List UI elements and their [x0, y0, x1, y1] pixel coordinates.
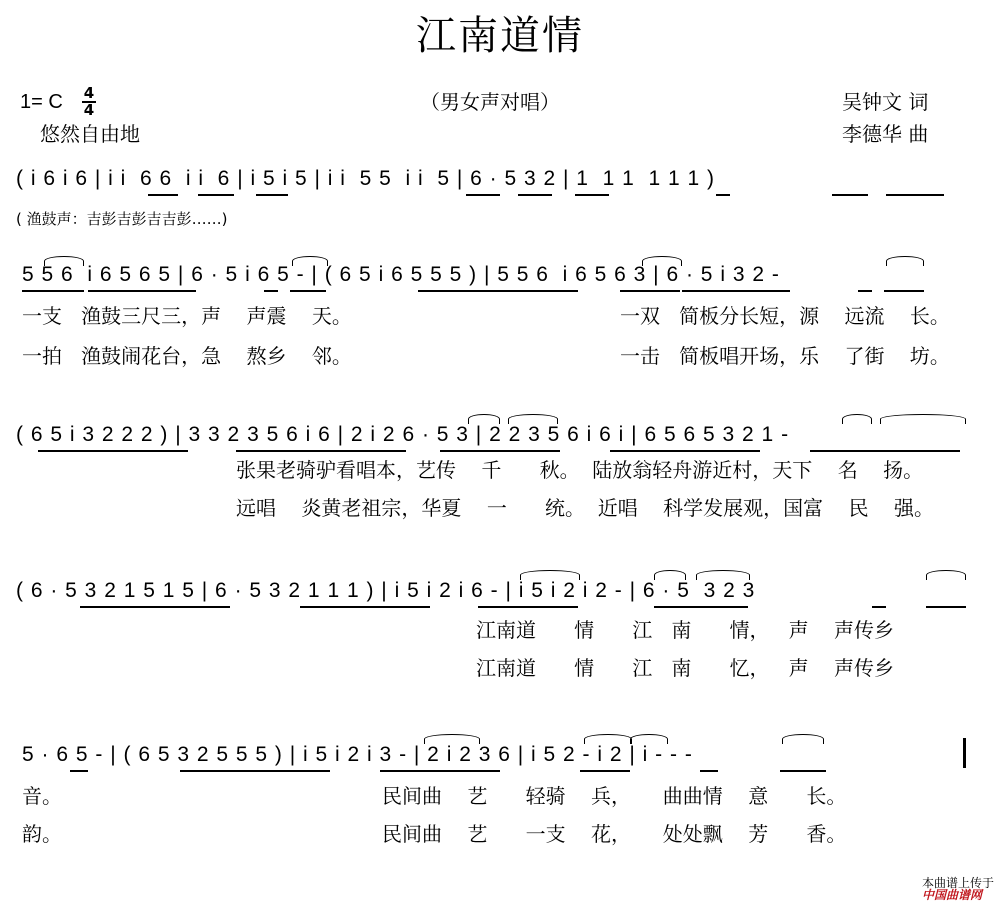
tempo-marking: 悠然自由地 — [40, 122, 140, 146]
lyric-5-verse-2-left: 韵。 — [22, 822, 62, 846]
lyric-3-verse-2: 远唱 炎黄老祖宗，华夏 一 统。 近唱 科学发展观，国富 民 强。 — [236, 496, 935, 520]
lyric-4-verse-1: 江南道 情 江 南 情， 声 声传乡 — [476, 618, 895, 642]
composer: 李德华 曲 — [842, 122, 929, 146]
time-signature-bottom: 4 — [83, 101, 95, 119]
time-signature — [82, 86, 96, 118]
lyric-2-verse-2-left: 一拍 渔鼓闹花台，急 熬乡 邻。 — [22, 344, 352, 368]
key-signature: 1= C — [20, 91, 63, 113]
lyric-5-verse-2-right: 民间曲 艺 一支 花， 处处飘 芳 香。 — [382, 822, 847, 846]
footer-watermark — [907, 865, 994, 913]
lyric-2-verse-1-right: 一双 简板分长短，源 远流 长。 — [620, 304, 950, 328]
lyric-3-verse-1: 张果老骑驴看唱本，艺传 千 秋。 陆放翁轻舟游近村，天下 名 扬。 — [236, 458, 924, 482]
lyric-5-verse-1-right: 民间曲 艺 轻骑 兵， 曲曲情 意 长。 — [382, 784, 847, 808]
annotation-line-1: ( 渔鼓声：吉彭吉彭吉吉彭……) — [16, 210, 228, 228]
site-logo: 中国曲谱网 — [921, 888, 982, 902]
notation-line-1: ( i 6 i 6 | i i 6 6 i i 6 | i 5 i 5 | i i 5 5 i i 5 | 6 · 5 3 2 | 1 1 1 1 1 1 ) — [16, 167, 716, 190]
lyricist: 吴钟文 词 — [842, 90, 929, 114]
score-title: 江南道情 — [416, 13, 584, 59]
notation-line-3: ( 6 5 i 3 2 2 2 ) | 3 3 2 3 5 6 i 6 | 2 i 2 6 · 5 3 | 2 2 3 5 6 i 6 i | 6 5 6 5 3 2 1 - — [16, 423, 790, 446]
performance-note: （男女声对唱） — [420, 90, 560, 114]
footer-upload-text: 本曲谱上传于 — [921, 876, 994, 890]
lyric-4-verse-2: 江南道 情 江 南 忆， 声 声传乡 — [476, 656, 895, 680]
notation-line-4: ( 6 · 5 3 2 1 5 1 5 | 6 · 5 3 2 1 1 1 ) | i 5 i 2 i 6 - | i 5 i 2 i 2 - | 6 · 5 3 2 3 — [16, 579, 756, 602]
notation-line-5: 5 · 6 5 - | ( 6 5 3 2 5 5 5 ) | i 5 i 2 i 3 - | 2 i 2 3 6 | i 5 2 - i 2 | i - - - — [22, 743, 693, 766]
time-signature-top: 4 — [83, 84, 95, 102]
lyric-2-verse-2-right: 一击 简板唱开场，乐 了街 坊。 — [620, 344, 950, 368]
lyric-2-verse-1-left: 一支 渔鼓三尺三，声 声震 天。 — [22, 304, 352, 328]
notation-line-2: 5 5 6 i 6 5 6 5 | 6 · 5 i 6 5 - | ( 6 5 i 6 5 5 5 ) | 5 5 6 i 6 5 6 3 | 6 · 5 i 3 2 - — [22, 263, 780, 286]
lyric-5-verse-1-left: 音。 — [22, 784, 62, 808]
